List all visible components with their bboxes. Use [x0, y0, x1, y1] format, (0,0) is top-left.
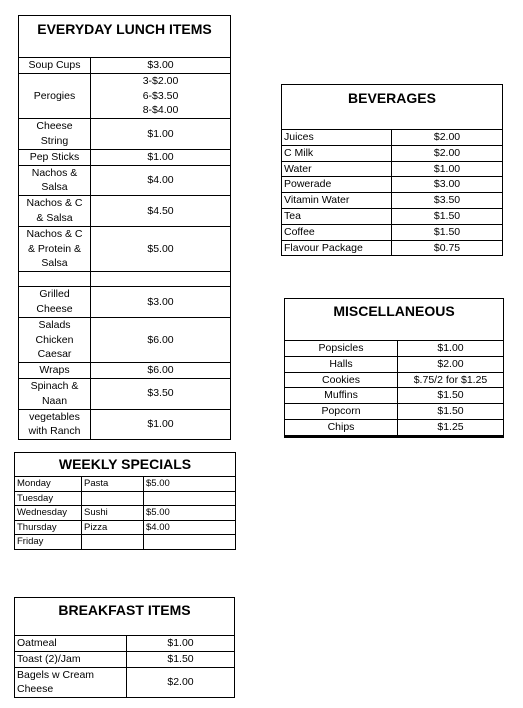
item-price: $2.00: [398, 356, 504, 372]
special-row: [15, 535, 236, 550]
menu-row: [285, 341, 504, 357]
menu-row: [19, 287, 231, 318]
special-price: [144, 535, 236, 550]
item-price: 3-$2.00 6-$3.50 8-$4.00: [91, 73, 231, 118]
menu-row: [15, 636, 235, 652]
item-name: Perogies: [19, 73, 91, 118]
item-name: Flavour Package: [282, 240, 392, 256]
item-price: $3.00: [392, 177, 503, 193]
menu-row: [19, 165, 231, 196]
menu-row: [19, 226, 231, 271]
menu-row: [19, 363, 231, 379]
item-name: Muffins: [285, 388, 398, 404]
menu-row: [19, 73, 231, 118]
menu-row: [282, 177, 503, 193]
special-item: Sushi: [82, 506, 144, 521]
special-item: [82, 491, 144, 506]
special-row: [15, 477, 236, 492]
special-row: [15, 491, 236, 506]
menu-row: [19, 196, 231, 227]
special-item: Pizza: [82, 520, 144, 535]
special-price: $5.00: [144, 506, 236, 521]
item-name: C Milk: [282, 145, 392, 161]
item-price: $.75/2 for $1.25: [398, 372, 504, 388]
item-name: Wraps: [19, 363, 91, 379]
item-name: Cookies: [285, 372, 398, 388]
item-price: $1.00: [392, 161, 503, 177]
item-price: $1.00: [398, 341, 504, 357]
item-price: $1.00: [91, 409, 231, 440]
item-price: $6.00: [91, 363, 231, 379]
special-day: Friday: [15, 535, 82, 550]
item-name: Powerade: [282, 177, 392, 193]
menu-row: [282, 145, 503, 161]
item-price: $2.00: [392, 145, 503, 161]
item-name: Juices: [282, 130, 392, 146]
menu-row: [285, 419, 504, 435]
item-price: $4.50: [91, 196, 231, 227]
item-name: Tea: [282, 208, 392, 224]
menu-row: [282, 208, 503, 224]
item-name: Chips: [285, 419, 398, 435]
item-name: Salads Chicken Caesar: [19, 317, 91, 362]
item-name: Nachos & C & Salsa: [19, 196, 91, 227]
item-price: $1.00: [127, 636, 235, 652]
item-price: $1.50: [127, 651, 235, 667]
special-row: [15, 506, 236, 521]
special-price: [144, 491, 236, 506]
item-price: $2.00: [392, 130, 503, 146]
menu-row: [19, 272, 231, 287]
item-name: [19, 272, 91, 287]
breakfast-title: BREAKFAST ITEMS: [14, 597, 235, 635]
item-name: Soup Cups: [19, 58, 91, 74]
misc-section: [284, 298, 504, 438]
beverages-title: BEVERAGES: [281, 84, 503, 129]
menu-row: [282, 193, 503, 209]
menu-row: [282, 161, 503, 177]
menu-row: [15, 667, 235, 698]
item-name: Popcorn: [285, 404, 398, 420]
special-item: Pasta: [82, 477, 144, 492]
item-name: [285, 436, 398, 437]
menu-row: [19, 58, 231, 74]
item-price: $3.00: [91, 58, 231, 74]
item-name: Vitamin Water: [282, 193, 392, 209]
item-price: $3.50: [91, 378, 231, 409]
misc-table: [284, 340, 504, 438]
menu-row: [285, 404, 504, 420]
lunch-table: [18, 57, 231, 440]
menu-row: [19, 378, 231, 409]
beverages-section: [281, 84, 503, 256]
item-price: $1.50: [398, 388, 504, 404]
item-name: Popsicles: [285, 341, 398, 357]
weekly-title: WEEKLY SPECIALS: [14, 452, 236, 476]
menu-row: [19, 149, 231, 165]
item-name: Grilled Cheese: [19, 287, 91, 318]
item-price: $6.00: [91, 317, 231, 362]
item-price: $1.00: [91, 119, 231, 150]
menu-row: [19, 409, 231, 440]
menu-row: [282, 130, 503, 146]
special-day: Wednesday: [15, 506, 82, 521]
item-name: Coffee: [282, 224, 392, 240]
item-price: $1.25: [398, 419, 504, 435]
special-row: [15, 520, 236, 535]
special-day: Thursday: [15, 520, 82, 535]
item-price: $1.50: [398, 404, 504, 420]
breakfast-table: [14, 635, 235, 698]
menu-row: [285, 436, 504, 437]
menu-row: [285, 372, 504, 388]
item-price: $1.50: [392, 208, 503, 224]
misc-title: MISCELLANEOUS: [284, 298, 504, 340]
item-name: Nachos & C & Protein & Salsa: [19, 226, 91, 271]
item-name: Halls: [285, 356, 398, 372]
item-name: Toast (2)/Jam: [15, 651, 127, 667]
item-name: vegetables with Ranch: [19, 409, 91, 440]
breakfast-section: [14, 597, 235, 698]
lunch-title: EVERYDAY LUNCH ITEMS: [18, 15, 231, 57]
menu-row: [19, 119, 231, 150]
menu-row: [285, 356, 504, 372]
item-price: $4.00: [91, 165, 231, 196]
item-price: $3.50: [392, 193, 503, 209]
item-name: Water: [282, 161, 392, 177]
special-item: [82, 535, 144, 550]
menu-row: [15, 651, 235, 667]
item-price: $3.00: [91, 287, 231, 318]
item-name: Oatmeal: [15, 636, 127, 652]
menu-row: [19, 317, 231, 362]
special-price: $4.00: [144, 520, 236, 535]
item-name: Spinach & Naan: [19, 378, 91, 409]
beverages-table: [281, 129, 503, 256]
item-name: Cheese String: [19, 119, 91, 150]
item-price: $2.00: [127, 667, 235, 698]
menu-row: [282, 240, 503, 256]
lunch-section: [18, 15, 231, 440]
item-name: Pep Sticks: [19, 149, 91, 165]
item-name: Bagels w Cream Cheese: [15, 667, 127, 698]
special-day: Tuesday: [15, 491, 82, 506]
weekly-table: [14, 476, 236, 550]
item-name: Nachos & Salsa: [19, 165, 91, 196]
item-price: [398, 436, 504, 437]
menu-row: [282, 224, 503, 240]
item-price: $0.75: [392, 240, 503, 256]
menu-row: [285, 388, 504, 404]
special-day: Monday: [15, 477, 82, 492]
item-price: $1.50: [392, 224, 503, 240]
item-price: [91, 272, 231, 287]
special-price: $5.00: [144, 477, 236, 492]
item-price: $5.00: [91, 226, 231, 271]
weekly-section: [14, 452, 236, 550]
item-price: $1.00: [91, 149, 231, 165]
